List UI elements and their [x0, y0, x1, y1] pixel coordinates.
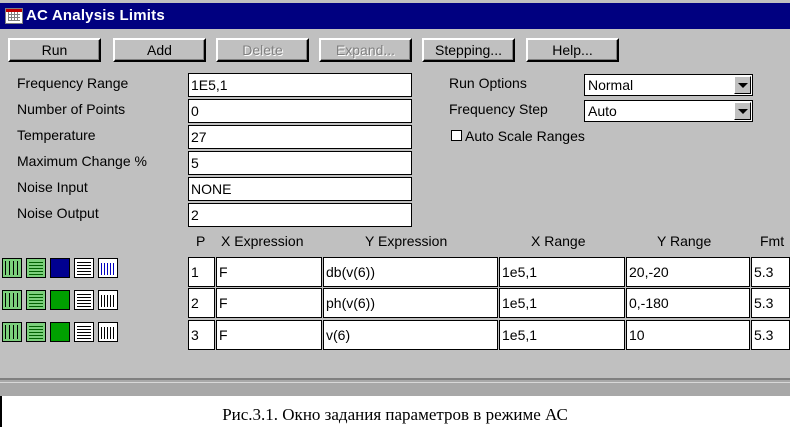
row-3-x-expression[interactable]: F	[216, 320, 322, 350]
number-of-points-input[interactable]: 0	[188, 99, 412, 123]
frequency-step-select[interactable]	[584, 100, 753, 122]
row-2-x-expression[interactable]: F	[216, 288, 322, 318]
color-icon[interactable]	[50, 258, 70, 278]
add-button[interactable]: Add	[113, 38, 206, 62]
figure-caption: Рис.3.1. Окно задания параметров в режиме АС	[222, 405, 568, 424]
row-3-y-range[interactable]: 10	[626, 320, 750, 350]
frequency-range-label: Frequency Range	[17, 75, 129, 91]
maximum-change-label: Maximum Change %	[17, 153, 147, 169]
frequency-step-value: Auto	[588, 103, 617, 119]
grid-icon[interactable]	[2, 322, 22, 342]
row-2-fmt[interactable]: 5.3	[751, 288, 790, 318]
row-1-y-expression[interactable]: db(v(6))	[323, 257, 498, 287]
row-1-y-range[interactable]: 20,-20	[626, 257, 750, 287]
bottom-scroll-area[interactable]	[0, 378, 790, 396]
row-2-p[interactable]: 2	[188, 288, 215, 318]
bars-icon[interactable]	[98, 290, 118, 310]
row-1-p[interactable]: 1	[188, 257, 215, 287]
grid-icon[interactable]	[2, 290, 22, 310]
noise-input-label: Noise Input	[17, 179, 88, 195]
row-2-y-expression[interactable]: ph(v(6))	[323, 288, 498, 318]
header-x-range: X Range	[531, 233, 586, 249]
run-options-label: Run Options	[449, 75, 527, 91]
table-icon[interactable]	[74, 322, 94, 342]
lines-icon[interactable]	[26, 322, 46, 342]
noise-input-field[interactable]: NONE	[188, 177, 412, 201]
app-icon[interactable]	[5, 8, 23, 24]
maximum-change-input[interactable]: 5	[188, 151, 412, 175]
expand-button[interactable]: Expand...	[319, 38, 412, 62]
run-options-select[interactable]	[584, 74, 753, 96]
row-1-x-range[interactable]: 1e5,1	[499, 257, 625, 287]
bars-icon[interactable]	[98, 322, 118, 342]
run-button[interactable]: Run	[8, 38, 101, 62]
noise-output-label: Noise Output	[17, 205, 99, 221]
chevron-down-icon[interactable]	[734, 102, 751, 120]
row-2-y-range[interactable]: 0,-180	[626, 288, 750, 318]
header-y-range: Y Range	[657, 233, 712, 249]
auto-scale-checkbox[interactable]	[451, 130, 462, 141]
stepping-button[interactable]: Stepping...	[422, 38, 515, 62]
header-p: P	[196, 233, 206, 249]
delete-button[interactable]: Delete	[216, 38, 309, 62]
row-2-x-range[interactable]: 1e5,1	[499, 288, 625, 318]
row-3-y-expression[interactable]: v(6)	[323, 320, 498, 350]
grid-icon[interactable]	[2, 258, 22, 278]
help-button[interactable]: Help...	[526, 38, 619, 62]
table-icon[interactable]	[74, 290, 94, 310]
color-icon[interactable]	[50, 290, 70, 310]
lines-icon[interactable]	[26, 290, 46, 310]
row-3-x-range[interactable]: 1e5,1	[499, 320, 625, 350]
temperature-label: Temperature	[17, 127, 96, 143]
table-icon[interactable]	[74, 258, 94, 278]
frequency-step-label: Frequency Step	[449, 101, 548, 117]
row-3-fmt[interactable]: 5.3	[751, 320, 790, 350]
row-1-x-expression[interactable]: F	[216, 257, 322, 287]
number-of-points-label: Number of Points	[17, 101, 126, 117]
row-3-p[interactable]: 3	[188, 320, 215, 350]
auto-scale-label: Auto Scale Ranges	[465, 128, 585, 144]
chevron-down-icon[interactable]	[734, 76, 751, 94]
window-title: AC Analysis Limits	[26, 7, 165, 24]
color-icon[interactable]	[50, 322, 70, 342]
header-fmt: Fmt	[760, 233, 785, 249]
noise-output-field[interactable]: 2	[188, 203, 412, 227]
run-options-value: Normal	[588, 77, 634, 93]
bars-icon[interactable]	[98, 258, 118, 278]
header-y-expression: Y Expression	[365, 233, 448, 249]
lines-icon[interactable]	[26, 258, 46, 278]
header-x-expression: X Expression	[221, 233, 304, 249]
title-bar	[0, 3, 790, 29]
temperature-input[interactable]: 27	[188, 125, 412, 149]
frequency-range-input[interactable]: 1E5,1	[188, 73, 412, 97]
row-1-fmt[interactable]: 5.3	[751, 257, 790, 287]
